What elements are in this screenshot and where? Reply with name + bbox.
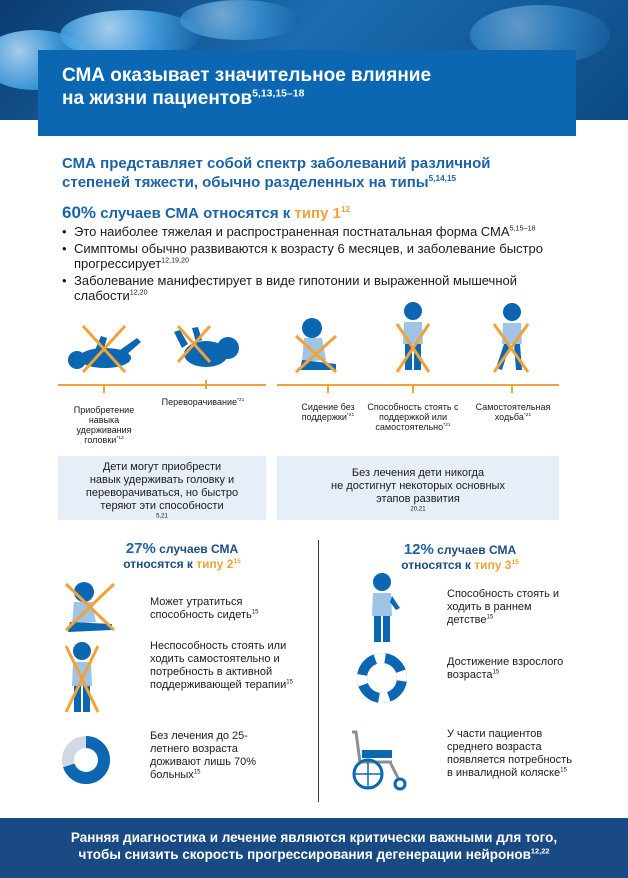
crossed-sitting-child-icon <box>60 580 120 634</box>
type1-heading: 60% случаев СМА относятся к типу $1^{12}$ <box>62 203 351 222</box>
donut-chart-icon <box>60 734 112 786</box>
bullet-item: • Симптомы обычно развиваются к возрасту 6 месяцев, и заболевание быстро прогрессирует$^{12,19,20}$ <box>62 241 582 271</box>
type3-item-text: Достижение взрослого возраста$^{15}$ <box>447 656 564 681</box>
crossed-walking-toddler-icon <box>488 302 532 374</box>
milestone-label: Сидение без поддержки$^{*21}$ <box>301 402 355 422</box>
standing-child-icon <box>364 572 404 646</box>
footer-banner: Ранняя диагностика и лечение являются критически важными для того, чтобы снизить скорость прогрессирования дегенерации нейронов$^{12,22}$ <box>0 818 628 878</box>
timeline-tick <box>511 384 513 393</box>
bullet-item: • Заболевание манифестирует в виде гипотонии и выраженной мышечной слабости$^{12,20}$ <box>62 273 582 303</box>
wheelchair-icon <box>346 728 412 792</box>
timeline-left <box>58 384 266 386</box>
milestone-label: Способность стоять с поддержкой или самостоятельно$^{*21}$ <box>367 402 459 432</box>
crossed-standing-child-icon <box>62 640 102 716</box>
milestone-label: Переворачивание$^{*21}$ <box>161 397 245 407</box>
type1-note-right: Без лечения дети никогда не достигнут некоторых основных этапов развития $^{20,21}$ <box>277 456 559 520</box>
crossed-head-control-infant-icon <box>65 320 145 376</box>
timeline-tick <box>103 384 105 393</box>
crossed-standing-toddler-icon <box>393 300 433 374</box>
crossed-rolling-infant-icon <box>170 322 242 372</box>
subheading: СМА представляет собой спектр заболеваний различной степеней тяжести, обычно разделенных на типы$^{5,14,15}$ <box>62 155 491 191</box>
type3-heading: 12% случаев СМА относятся к типу $3^{15}$ <box>401 541 519 572</box>
column-divider <box>318 540 319 802</box>
bullet-item: • Это наиболее тяжелая и распространенная постнатальная форма СМА$^{5,15-18}$ <box>62 224 582 239</box>
life-ring-icon <box>356 652 408 704</box>
type2-heading: 27% случаев СМА относятся к типу $2^{15}$ <box>123 540 241 571</box>
type3-item-text: У части пациентов среднего возраста появляется потребность в инвалидной коляске$^{15}$ <box>447 728 572 779</box>
timeline-tick <box>412 384 414 393</box>
milestone-label: Самостоятельная ходьба$^{*21}$ <box>475 402 551 422</box>
type2-item-text: Неспособность стоять или ходить самостоятельно и потребность в активной поддерживающей терапии$^{15}$ <box>150 640 293 691</box>
timeline-tick <box>205 380 207 389</box>
type2-item-text: Может утратиться способность сидеть$^{15}$ <box>150 596 259 621</box>
timeline-right <box>277 384 559 386</box>
title-box <box>38 50 576 136</box>
type1-note-left: Дети могут приобрести навык удерживать головку и переворачиваться, но быстро теряют эти способности $^{5,21}$ <box>58 456 266 520</box>
type2-item-text: Без лечения до 25-летнего возраста доживают лишь 70% больных$^{15}$ <box>150 730 257 781</box>
hero-decoration <box>180 0 300 40</box>
timeline-tick <box>327 384 329 393</box>
type1-bullets <box>62 224 582 305</box>
crossed-sitting-infant-icon <box>290 314 346 374</box>
page-title: СМА оказывает значительное влияние на жизни пациентов$^{5,13,15-18}$ <box>62 65 432 109</box>
milestone-label: Приобретение навыка удерживания головки$^{*12}$ <box>73 405 135 445</box>
type3-item-text: Способность стоять и ходить в раннем детстве$^{15}$ <box>447 588 560 626</box>
